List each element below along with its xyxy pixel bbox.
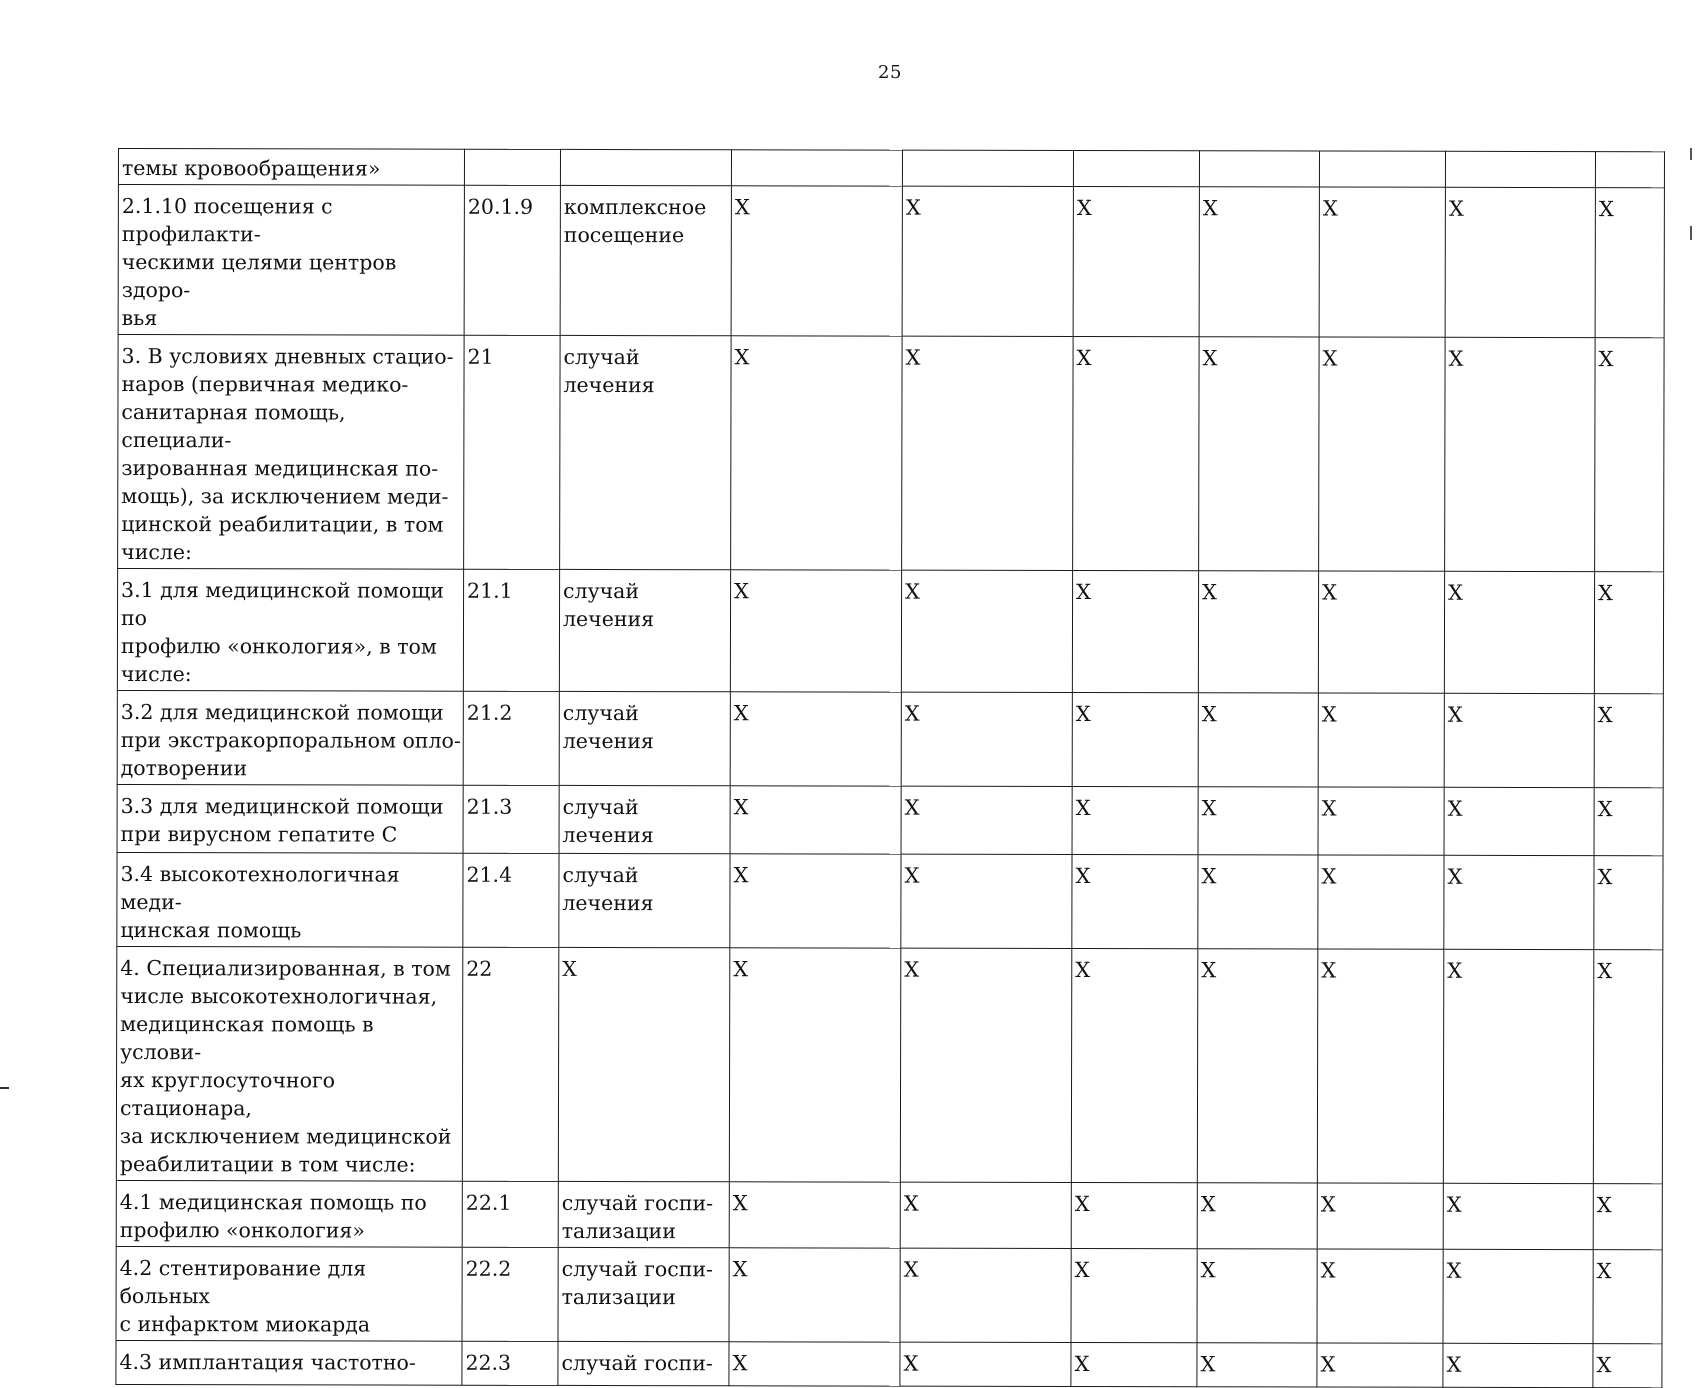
value-cell — [1319, 337, 1445, 571]
value-cell — [900, 1182, 1071, 1248]
row-name-cell-text: 4.3 имплантация частотно- — [119, 1350, 416, 1375]
value-cell — [900, 1248, 1071, 1342]
value-cell-text: Х — [1200, 1258, 1216, 1283]
value-cell-text: Х — [733, 863, 749, 888]
value-cell — [1318, 571, 1444, 693]
row-unit-cell — [559, 569, 730, 691]
table-row — [118, 149, 1664, 188]
row-unit-cell-text: случай госпи- — [561, 1350, 713, 1376]
value-cell — [1071, 1342, 1197, 1386]
value-cell — [1595, 338, 1664, 572]
value-cell-text: Х — [1075, 958, 1091, 983]
value-cell — [729, 1342, 900, 1386]
value-cell — [1595, 152, 1664, 188]
row-code-cell — [463, 691, 559, 785]
row-code-cell-text: 22.3 — [465, 1350, 512, 1375]
row-code-cell-text: 21.2 — [466, 700, 513, 725]
value-cell — [1594, 694, 1663, 788]
value-cell — [1593, 950, 1662, 1184]
value-cell-text: Х — [1320, 1258, 1336, 1283]
value-cell — [1317, 1249, 1443, 1343]
value-cell — [1317, 1343, 1443, 1387]
value-cell — [731, 336, 902, 570]
row-name-cell — [118, 185, 464, 336]
value-cell-text: Х — [1597, 959, 1613, 984]
value-cell-text: Х — [732, 1351, 748, 1376]
value-cell-text: Х — [1322, 580, 1338, 605]
row-name-cell — [117, 784, 463, 853]
row-code-cell-text: 22.1 — [465, 1190, 512, 1215]
row-name-cell — [118, 335, 464, 570]
value-cell — [1443, 1343, 1593, 1387]
table-row — [116, 1246, 1662, 1343]
value-cell — [1071, 1248, 1197, 1342]
value-cell — [729, 1182, 900, 1248]
row-unit-cell — [558, 1341, 729, 1385]
value-cell-text: Х — [904, 863, 920, 888]
value-cell-text: Х — [1074, 1258, 1090, 1283]
value-cell — [1317, 949, 1443, 1183]
value-cell-text: Х — [1076, 196, 1092, 221]
value-cell-text: Х — [1076, 346, 1092, 371]
table-body — [116, 149, 1665, 1388]
value-cell — [901, 692, 1072, 786]
value-cell — [730, 854, 901, 948]
value-cell-text: Х — [1597, 797, 1613, 822]
value-cell — [1198, 855, 1318, 949]
row-unit-cell-text: случай лечения — [563, 344, 655, 398]
value-cell-text: Х — [1448, 346, 1464, 371]
row-unit-cell-text: комплексное посещение — [563, 194, 707, 248]
row-code-cell-text: 21 — [467, 344, 494, 369]
row-unit-cell-text: случай госпи- тализации — [561, 1190, 714, 1244]
value-cell-text: Х — [903, 1191, 919, 1216]
value-cell — [1445, 337, 1595, 571]
table-row — [118, 335, 1664, 572]
value-cell — [1595, 188, 1664, 338]
value-cell-text: Х — [1322, 346, 1338, 371]
value-cell-text: Х — [1596, 1259, 1612, 1284]
value-cell-text: Х — [1598, 581, 1614, 606]
value-cell-text: Х — [1076, 580, 1092, 605]
value-cell-text: Х — [1201, 702, 1217, 727]
row-name-cell-text: 4.1 медицинская помощь по профилю «онкология» — [119, 1190, 427, 1243]
value-cell — [1318, 693, 1444, 787]
value-cell — [729, 948, 900, 1182]
value-cell-text: Х — [1075, 796, 1091, 821]
row-name-cell — [117, 690, 463, 785]
table-row — [118, 185, 1664, 338]
row-code-cell — [463, 785, 559, 853]
row-code-cell — [462, 1341, 558, 1385]
row-name-cell-text: 3. В условиях дневных стацио- наров (первичная медико- санитарная помощь, специали- зированная медицинская по- мощь), за исключением меди- цинской реабилитации, в том числе: — [121, 344, 454, 565]
row-code-cell-text: 20.1.9 — [467, 194, 534, 219]
row-code-cell — [462, 1181, 558, 1247]
value-cell-text: Х — [1446, 1352, 1462, 1377]
row-unit-cell — [559, 853, 730, 947]
value-cell-text: Х — [1202, 580, 1218, 605]
value-cell — [1443, 1183, 1593, 1249]
value-cell-text: Х — [1447, 702, 1463, 727]
value-cell-text: Х — [1321, 958, 1337, 983]
row-name-cell-text: 2.1.10 посещения с профилакти- ческими целями центров здоро- вья — [121, 194, 397, 331]
row-unit-cell-text: случай лечения — [562, 862, 654, 916]
value-cell — [1072, 571, 1198, 693]
value-cell — [902, 186, 1073, 336]
value-cell-text: Х — [1200, 1352, 1216, 1377]
value-cell-text: Х — [1598, 347, 1614, 372]
row-code-cell-text: 21.1 — [467, 578, 513, 603]
value-cell — [1593, 1344, 1662, 1388]
value-cell — [1444, 787, 1594, 855]
value-cell — [902, 336, 1073, 570]
value-cell-text: Х — [905, 345, 921, 370]
value-cell-text: Х — [1202, 196, 1218, 221]
row-unit-cell — [559, 691, 730, 785]
value-cell-text: Х — [1321, 864, 1337, 889]
value-cell-text: Х — [1074, 1192, 1090, 1217]
value-cell — [730, 570, 901, 692]
value-cell — [1444, 693, 1594, 787]
value-cell-text: Х — [1448, 196, 1464, 221]
value-cell — [1319, 187, 1445, 337]
value-cell — [901, 854, 1072, 948]
value-cell-text: Х — [1596, 1353, 1612, 1378]
row-name-cell-text: 4. Специализированная, в том числе высокотехнологичная, медицинская помощь в услови- ях круглосуточного стационара, за исключением медицинской реабилитации в том числе: — [119, 956, 452, 1177]
row-unit-cell-text: Х — [562, 956, 577, 981]
value-cell-text: Х — [1321, 702, 1337, 727]
value-cell — [1073, 187, 1199, 337]
row-unit-cell-text: случай лечения — [562, 578, 655, 632]
value-cell-text: Х — [903, 1257, 919, 1282]
table-row — [116, 946, 1662, 1183]
value-cell — [1319, 151, 1445, 187]
value-cell — [1072, 693, 1198, 787]
row-unit-cell — [560, 149, 731, 185]
value-cell — [1445, 151, 1595, 187]
row-code-cell — [463, 853, 559, 947]
value-cell-text: Х — [733, 795, 749, 820]
value-cell — [901, 570, 1072, 692]
value-cell — [902, 150, 1073, 186]
value-cell — [1594, 788, 1663, 856]
value-cell — [729, 1248, 900, 1342]
value-cell — [1072, 786, 1198, 854]
scan-edge-mark — [0, 1087, 9, 1089]
value-cell-text: Х — [1075, 864, 1091, 889]
row-code-cell — [464, 335, 560, 569]
value-cell-text: Х — [905, 195, 921, 220]
value-cell-text: Х — [733, 701, 749, 726]
row-code-cell-text: 21.4 — [466, 862, 513, 887]
row-name-cell — [116, 1180, 462, 1247]
value-cell — [1318, 855, 1444, 949]
value-cell-text: Х — [734, 579, 750, 604]
value-cell-text: Х — [1447, 796, 1463, 821]
scan-edge-mark — [1690, 148, 1692, 160]
row-unit-cell — [560, 185, 731, 335]
value-cell-text: Х — [904, 701, 920, 726]
row-name-cell — [117, 852, 463, 947]
row-name-cell — [116, 946, 462, 1181]
value-cell-text: Х — [733, 957, 749, 982]
value-cell — [1197, 1183, 1317, 1249]
value-cell — [1593, 1184, 1662, 1250]
value-cell-text: Х — [1446, 1192, 1462, 1217]
value-cell-text: Х — [1447, 864, 1463, 889]
row-code-cell — [464, 149, 560, 185]
value-cell — [731, 186, 902, 336]
value-cell — [1197, 1249, 1317, 1343]
value-cell-text: Х — [1597, 865, 1613, 890]
value-cell-text: Х — [904, 795, 920, 820]
value-cell-text: Х — [905, 579, 921, 604]
value-cell-text: Х — [1074, 1352, 1090, 1377]
row-unit-cell-text: случай госпи- тализации — [561, 1256, 714, 1310]
value-cell-text: Х — [1201, 796, 1217, 821]
value-cell-text: Х — [1321, 796, 1337, 821]
value-cell — [1594, 572, 1663, 694]
value-cell — [1071, 948, 1197, 1182]
value-cell-text: Х — [1596, 1193, 1612, 1218]
value-cell-text: Х — [1447, 958, 1463, 983]
table-row — [117, 690, 1663, 787]
value-cell — [1197, 1343, 1317, 1387]
value-cell-text: Х — [1446, 1258, 1462, 1283]
value-cell — [1317, 1183, 1443, 1249]
row-name-cell — [118, 149, 464, 186]
page-number: 25 — [878, 62, 902, 83]
row-unit-cell — [558, 1247, 729, 1341]
value-cell-text: Х — [734, 345, 750, 370]
value-cell-text: Х — [1597, 703, 1613, 728]
row-code-cell-text: 22.2 — [465, 1256, 512, 1281]
row-name-cell-text: 4.2 стентирование для больных с инфарктом миокарда — [119, 1256, 371, 1337]
value-cell-text: Х — [1201, 958, 1217, 983]
value-cell — [1444, 571, 1594, 693]
scan-edge-mark — [1690, 226, 1692, 240]
value-cell — [1444, 855, 1594, 949]
value-cell — [1593, 1250, 1662, 1344]
value-cell — [900, 948, 1071, 1182]
value-cell — [730, 692, 901, 786]
row-name-cell-text: темы кровообращения» — [121, 156, 381, 181]
value-cell — [1199, 337, 1319, 571]
value-cell — [730, 786, 901, 854]
table-row — [117, 852, 1663, 949]
row-name-cell-text: 3.4 высокотехнологичная меди- цинская помощь — [120, 862, 400, 943]
value-cell — [1071, 1182, 1197, 1248]
table-row — [117, 784, 1663, 855]
row-unit-cell-text: случай лечения — [562, 700, 654, 754]
value-cell — [1594, 856, 1663, 950]
value-cell-text: Х — [904, 957, 920, 982]
row-code-cell — [464, 185, 560, 335]
value-cell — [731, 150, 902, 186]
value-cell — [1445, 187, 1595, 337]
row-unit-cell — [560, 335, 731, 569]
value-cell — [1443, 949, 1593, 1183]
row-code-cell — [463, 569, 559, 691]
value-cell — [1198, 571, 1318, 693]
value-cell-text: Х — [1322, 196, 1338, 221]
table-row — [116, 1180, 1662, 1249]
value-cell — [1198, 693, 1318, 787]
row-unit-cell — [558, 1181, 729, 1247]
row-code-cell-text: 21.3 — [466, 794, 513, 819]
row-name-cell — [117, 569, 463, 692]
value-cell — [1199, 151, 1319, 187]
value-cell — [1197, 949, 1317, 1183]
value-cell-text: Х — [1202, 346, 1218, 371]
row-name-cell — [116, 1246, 462, 1341]
value-cell-text: Х — [1201, 864, 1217, 889]
data-table — [115, 148, 1665, 1388]
value-cell — [901, 786, 1072, 854]
row-name-cell — [116, 1340, 462, 1385]
row-name-cell-text: 3.1 для медицинской помощи по профилю «онкология», в том числе: — [120, 578, 445, 687]
value-cell-text: Х — [732, 1191, 748, 1216]
row-unit-cell-text: случай лечения — [562, 794, 654, 848]
value-cell — [1443, 1249, 1593, 1343]
value-cell-text: Х — [734, 195, 750, 220]
table-row — [116, 1340, 1662, 1387]
value-cell — [900, 1342, 1071, 1386]
value-cell — [1318, 787, 1444, 855]
value-cell-text: Х — [1075, 702, 1091, 727]
value-cell — [1073, 151, 1199, 187]
row-code-cell — [462, 1247, 558, 1341]
value-cell-text: Х — [732, 1257, 748, 1282]
value-cell-text: Х — [1320, 1192, 1336, 1217]
value-cell-text: Х — [1320, 1352, 1336, 1377]
row-unit-cell — [558, 947, 729, 1181]
row-name-cell-text: 3.2 для медицинской помощи при экстракорпоральном опло- дотворении — [120, 700, 461, 781]
row-code-cell-text: 22 — [466, 956, 493, 981]
value-cell-text: Х — [1448, 580, 1464, 605]
value-cell-text: Х — [903, 1351, 919, 1376]
value-cell — [1073, 337, 1199, 571]
table-row — [117, 569, 1663, 694]
row-code-cell — [462, 947, 558, 1181]
value-cell-text: Х — [1598, 197, 1614, 222]
value-cell — [1198, 787, 1318, 855]
row-name-cell-text: 3.3 для медицинской помощи при вирусном гепатите С — [120, 794, 444, 847]
value-cell — [1199, 187, 1319, 337]
value-cell-text: Х — [1200, 1192, 1216, 1217]
value-cell — [1072, 854, 1198, 948]
row-unit-cell — [559, 785, 730, 853]
